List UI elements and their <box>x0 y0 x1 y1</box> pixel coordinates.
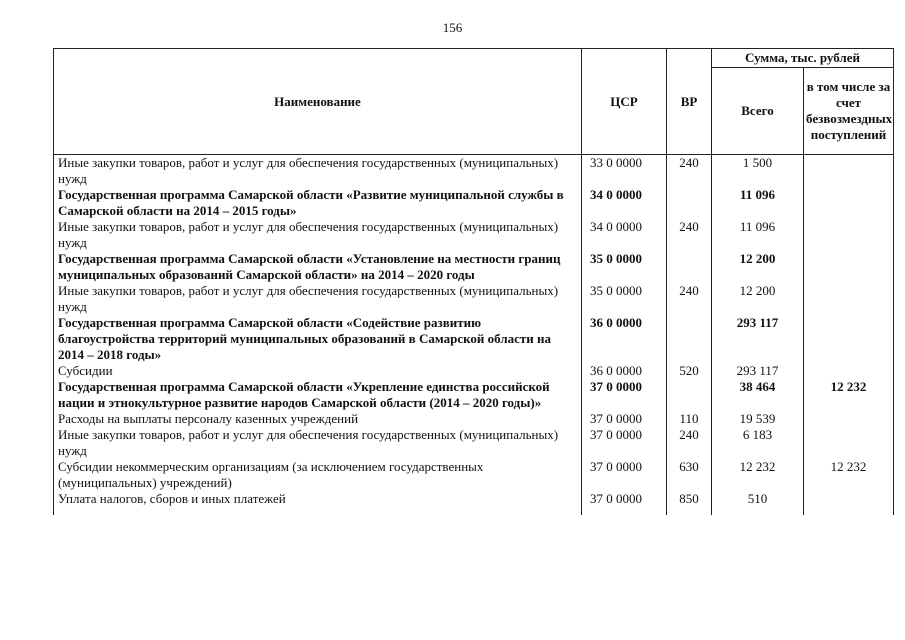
cell-name: Иные закупки товаров, работ и услуг для обеспечения государственных (муниципальных) нужд <box>54 219 582 251</box>
table-row <box>54 315 894 363</box>
cell-vr: 240 <box>667 155 712 188</box>
cell-name: Государственная программа Самарской области «Установление на местности границ муниципальных образований Самарской области» на 2014 – 2020 годы <box>54 251 582 283</box>
cell-vr: 240 <box>667 283 712 315</box>
cell-name: Субсидии некоммерческим организациям (за исключением государственных (муниципальных) учреждений) <box>54 459 582 491</box>
cell-vr: 520 <box>667 363 712 379</box>
table-row <box>54 155 894 188</box>
cell-csr: 34 0 0000 <box>582 187 667 219</box>
column-header-name: Наименование <box>54 49 582 155</box>
spacer-cell <box>54 507 582 515</box>
cell-vr: 110 <box>667 411 712 427</box>
column-header-vr: ВР <box>667 49 712 155</box>
cell-free-receipts <box>804 315 894 363</box>
column-header-csr: ЦСР <box>582 49 667 155</box>
cell-name: Государственная программа Самарской области «Укрепление единства российской нации и этнокультурное развитие народов Самарской области (2014 – 2020 годы)» <box>54 379 582 411</box>
cell-csr: 35 0 0000 <box>582 283 667 315</box>
cell-free-receipts <box>804 187 894 219</box>
cell-free-receipts: 12 232 <box>804 459 894 491</box>
cell-total: 1 500 <box>712 155 804 188</box>
cell-total: 510 <box>712 491 804 507</box>
table-body <box>54 155 894 516</box>
cell-total: 38 464 <box>712 379 804 411</box>
cell-name: Иные закупки товаров, работ и услуг для обеспечения государственных (муниципальных) нужд <box>54 427 582 459</box>
table-row <box>54 411 894 427</box>
table-row <box>54 459 894 491</box>
cell-total: 12 200 <box>712 283 804 315</box>
cell-total: 11 096 <box>712 187 804 219</box>
table-header <box>54 49 894 155</box>
column-header-free-receipts: в том числе за счет безвозмездных поступлений <box>804 68 894 155</box>
cell-csr: 37 0 0000 <box>582 491 667 507</box>
cell-name: Субсидии <box>54 363 582 379</box>
cell-free-receipts <box>804 427 894 459</box>
cell-vr: 240 <box>667 427 712 459</box>
cell-total: 293 117 <box>712 363 804 379</box>
cell-csr: 37 0 0000 <box>582 379 667 411</box>
cell-vr: 850 <box>667 491 712 507</box>
cell-name: Расходы на выплаты персоналу казенных учреждений <box>54 411 582 427</box>
cell-free-receipts <box>804 411 894 427</box>
cell-csr: 37 0 0000 <box>582 459 667 491</box>
cell-vr <box>667 379 712 411</box>
spacer-cell <box>804 507 894 515</box>
cell-free-receipts <box>804 283 894 315</box>
cell-csr: 36 0 0000 <box>582 315 667 363</box>
table-row <box>54 363 894 379</box>
table-row <box>54 283 894 315</box>
cell-name: Иные закупки товаров, работ и услуг для обеспечения государственных (муниципальных) нужд <box>54 283 582 315</box>
cell-csr: 33 0 0000 <box>582 155 667 188</box>
cell-name: Иные закупки товаров, работ и услуг для обеспечения государственных (муниципальных) нужд <box>54 155 582 188</box>
cell-vr <box>667 187 712 219</box>
cell-free-receipts <box>804 219 894 251</box>
table-end-spacer <box>54 507 894 515</box>
spacer-cell <box>667 507 712 515</box>
column-header-sum-group: Сумма, тыс. рублей <box>712 49 894 68</box>
cell-total: 293 117 <box>712 315 804 363</box>
table-row <box>54 251 894 283</box>
cell-name: Государственная программа Самарской области «Содействие развитию благоустройства территорий муниципальных образований в Самарской области на 2014 – 2018 годы» <box>54 315 582 363</box>
cell-free-receipts <box>804 155 894 188</box>
cell-total: 12 232 <box>712 459 804 491</box>
page-number: 156 <box>442 20 463 35</box>
table-row <box>54 379 894 411</box>
cell-total: 19 539 <box>712 411 804 427</box>
table-row <box>54 427 894 459</box>
cell-name: Уплата налогов, сборов и иных платежей <box>54 491 582 507</box>
cell-csr: 36 0 0000 <box>582 363 667 379</box>
cell-free-receipts <box>804 491 894 507</box>
cell-csr: 37 0 0000 <box>582 427 667 459</box>
table-row <box>54 491 894 507</box>
table-row <box>54 187 894 219</box>
budget-table <box>53 48 894 515</box>
budget-page <box>53 48 893 515</box>
cell-total: 6 183 <box>712 427 804 459</box>
cell-csr: 35 0 0000 <box>582 251 667 283</box>
cell-name: Государственная программа Самарской области «Развитие муниципальной службы в Самарской области на 2014 – 2015 годы» <box>54 187 582 219</box>
cell-vr: 240 <box>667 219 712 251</box>
table-row <box>54 219 894 251</box>
cell-csr: 34 0 0000 <box>582 219 667 251</box>
column-header-total: Всего <box>712 68 804 155</box>
cell-free-receipts <box>804 251 894 283</box>
cell-vr: 630 <box>667 459 712 491</box>
cell-free-receipts <box>804 363 894 379</box>
cell-free-receipts: 12 232 <box>804 379 894 411</box>
spacer-cell <box>712 507 804 515</box>
cell-csr: 37 0 0000 <box>582 411 667 427</box>
cell-vr <box>667 315 712 363</box>
cell-vr <box>667 251 712 283</box>
cell-total: 12 200 <box>712 251 804 283</box>
cell-total: 11 096 <box>712 219 804 251</box>
spacer-cell <box>582 507 667 515</box>
